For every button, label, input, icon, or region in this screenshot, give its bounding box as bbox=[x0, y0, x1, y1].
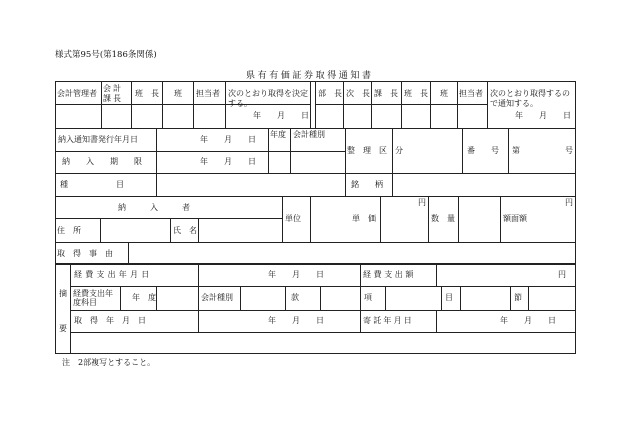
moku-label: 目 bbox=[445, 293, 453, 302]
approval-left-hancho-label: 班 長 bbox=[135, 89, 159, 98]
tekiyo-side-label-top: 摘 bbox=[59, 289, 67, 298]
shutoku-jiyu-label: 取 得 事 由 bbox=[57, 249, 113, 258]
gakumengaku-label: 額面額 bbox=[503, 214, 527, 223]
bango-label: 番 号 bbox=[467, 146, 499, 155]
approval-kaikei-kanrisha-label: 会計管理者 bbox=[57, 89, 97, 98]
approval-bucho-label: 部 長 bbox=[318, 89, 342, 98]
kan-label: 款 bbox=[291, 293, 299, 302]
shutoku-date-value: 年 月 日 bbox=[268, 316, 324, 325]
go-label: 号 bbox=[565, 146, 573, 155]
tanka-label: 単 価 bbox=[352, 214, 376, 223]
tani-label: 単位 bbox=[285, 214, 301, 223]
keihi-date-value: 年 月 日 bbox=[268, 270, 324, 279]
approval-jicho-label: 次 長 bbox=[346, 89, 370, 98]
footer-note: 注 2部複写とすること。 bbox=[62, 358, 156, 367]
notice-date-value: 年 月 日 bbox=[200, 135, 256, 144]
keihi-amount-yen-unit: 円 bbox=[558, 270, 566, 279]
nendo-label: 年度 bbox=[270, 130, 286, 139]
setsu-label: 節 bbox=[514, 293, 522, 302]
nyunyusha-label: 納 入 者 bbox=[118, 203, 190, 212]
kitaku-date-label: 寄託年月日 bbox=[363, 316, 414, 325]
summary-kaikei-shubetsu-label: 会計種別 bbox=[201, 293, 233, 302]
tekiyo-side-label-bottom: 要 bbox=[59, 324, 67, 333]
kitaku-date-value: 年 月 日 bbox=[500, 316, 556, 325]
approval-notice-text: 次のとおり取得するので通知する。 bbox=[490, 89, 570, 108]
approval-decision-date: 年 月 日 bbox=[253, 111, 309, 120]
gakumengaku-yen-unit: 円 bbox=[565, 198, 573, 207]
approval-kacho-label: 課 長 bbox=[374, 89, 398, 98]
meigara-label: 銘 柄 bbox=[351, 180, 383, 189]
keihi-kamoku-label: 経費支出年度科目 bbox=[73, 289, 113, 307]
approval-left-tantosha-label: 担当者 bbox=[196, 89, 220, 98]
kou-label: 項 bbox=[364, 293, 372, 302]
approval-right-tantosha-label: 担当者 bbox=[459, 89, 483, 98]
approval-left-han-label: 班 bbox=[174, 89, 182, 98]
approval-decision-text: 次のとおり取得を決定する。 bbox=[228, 89, 308, 108]
jusho-label: 住 所 bbox=[57, 226, 81, 235]
keihi-date-label: 経費支出年月日 bbox=[74, 270, 153, 279]
kaikei-shubetsu-label: 会計種別 bbox=[293, 130, 325, 139]
approval-right-han-label: 班 bbox=[440, 89, 448, 98]
dai-label: 第 bbox=[512, 146, 520, 155]
shumoku-label: 種 目 bbox=[60, 180, 124, 189]
approval-notice-date: 年 月 日 bbox=[515, 111, 571, 120]
document-title: 県有有価証券取得通知書 bbox=[246, 71, 374, 81]
form-number-label: 様式第95号(第186条関係) bbox=[55, 50, 157, 60]
suryo-label: 数 量 bbox=[431, 214, 455, 223]
notice-date-label: 納入通知書発行年月日 bbox=[58, 135, 138, 144]
keihi-nendo-value: 年 度 bbox=[132, 293, 156, 302]
deadline-label: 納 入 期 限 bbox=[62, 157, 142, 166]
approval-kaikei-kacho-label: 会計課長 bbox=[103, 84, 123, 103]
shimei-label: 氏 名 bbox=[173, 226, 197, 235]
approval-right-hancho-label: 班 長 bbox=[404, 89, 428, 98]
seiri-kubun-label: 整 理 区 分 bbox=[347, 146, 403, 155]
tanka-yen-unit: 円 bbox=[418, 198, 426, 207]
deadline-value: 年 月 日 bbox=[200, 157, 256, 166]
shutoku-date-label: 取 得 年 月 日 bbox=[74, 316, 146, 325]
keihi-amount-label: 経費支出額 bbox=[363, 270, 416, 279]
